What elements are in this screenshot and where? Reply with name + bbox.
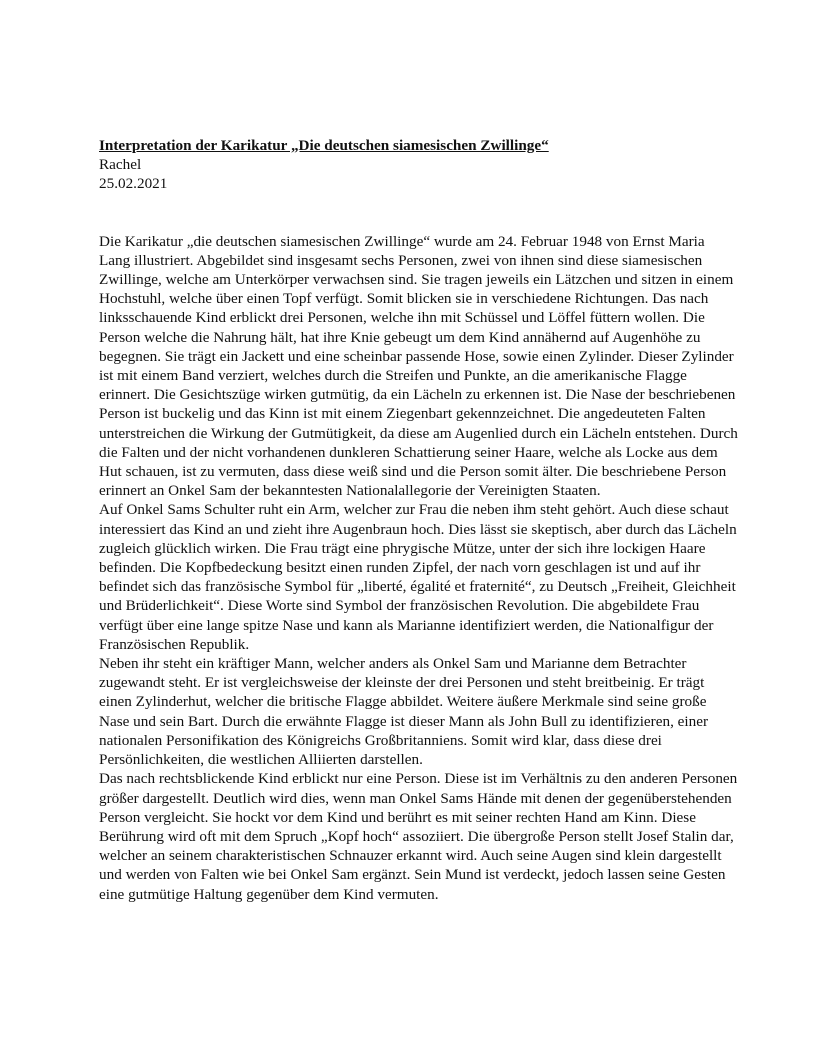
body-paragraph-2: Auf Onkel Sams Schulter ruht ein Arm, welcher zur Frau die neben ihm steht gehört. Auch diese schaut interessiert das Kind an und zieht ihre Augenbraun hoch. Dies lässt sie skeptisch, aber durch das Lächeln zugleich glücklich wirken. Die Frau trägt eine phrygische Mütze, unter der sich ihre lockigen Haare befinden. Die Kopfbedeckung besitzt einen runden Zipfel, der nach vorn geschlagen ist und auf ihr befindet sich das französische Symbol für „liberté, égalité et fraternité“, zu Deutsch „Freiheit, Gleichheit und Brüderlichkeit“. Diese Worte sind Symbol der französischen Revolution. Die abgebildete Frau verfügt über eine lange spitze Nase und kann als Marianne identifiziert werden, die Nationalfigur der Französischen Republik. [99,501,737,653]
document-title: Interpretation der Karikatur „Die deutschen siamesischen Zwillinge“ [99,137,549,154]
body-paragraph-4: Das nach rechtsblickende Kind erblickt nur eine Person. Diese ist im Verhältnis zu den anderen Personen größer dargestellt. Deutlich wird dies, wenn man Onkel Sams Hände mit denen der gegenüberstehenden Person vergleicht. Sie hockt vor dem Kind und berührt es mit seiner rechten Hand am Kinn. Diese Berührung wird oft mit dem Spruch „Kopf hoch“ assoziiert. Die übergroße Person stellt Josef Stalin dar, welcher an seinem charakteristischen Schnauzer erkannt wird. Auch seine Augen sind klein dargestellt und werden von Falten wie bei Onkel Sam ergänzt. Sein Mund ist verdeckt, jedoch lassen seine Gesten eine gutmütige Haltung gegenüber dem Kind vermuten. [99,770,738,903]
document-author: Rachel [99,156,142,174]
header-spacer [99,194,739,232]
document-page [99,136,739,904]
body-paragraph-1: Die Karikatur „die deutschen siamesischen Zwillinge“ wurde am 24. Februar 1948 von Ernst Maria Lang illustriert. Abgebildet sind insgesamt sechs Personen, zwei von ihnen sind diese siamesischen Zwillinge, welche am Unterkörper verwachsen sind. Sie tragen jeweils ein Lätzchen und sitzen in einem Hochstuhl, welche über einen Topf verfügt. Somit blicken sie in verschiedene Richtungen. Das nach linksschauende Kind erblickt drei Personen, welche ihn mit Schüssel und Löffel füttern wollen. Die Person welche die Nahrung hält, hat ihre Knie gebeugt um dem Kind annähernd auf Augenhöhe zu begegnen. Sie trägt ein Jackett und eine scheinbar passende Hose, sowie einen Zylinder. Dieser Zylinder ist mit einem Band verziert, welches durch die Streifen und Punkte, an die amerikanische Flagge erinnert. Die Gesichtszüge wirken gutmütig, da ein Lächeln zu erkennen ist. Die Nase der beschriebenen Person ist buckelig und das Kinn ist mit einem Ziegenbart gekennzeichnet. Die angedeuteten Falten unterstreichen die Wirkung der Gutmütigkeit, da diese am Augenlied durch ein Lächeln entstehen. Durch die Falten und der nicht vorhandenen dunkleren Schattierung seiner Haare, welche als Locke aus dem Hut schauen, ist zu vermuten, dass diese weiß sind und die Person somit älter. Die beschriebene Person erinnert an Onkel Sam der bekanntesten Nationalallegorie der Vereinigten Staaten. [99,232,738,500]
body-paragraph-3: Neben ihr steht ein kräftiger Mann, welcher anders als Onkel Sam und Marianne dem Betrachter zugewandt steht. Er ist vergleichsweise der kleinste der drei Personen und steht breitbeinig. Er trägt einen Zylinderhut, welcher die britische Flagge abbildet. Weitere äußere Merkmale sind seine große Nase und sein Bart. Durch die erwähnte Flagge ist dieser Mann als John Bull zu identifizieren, einer nationalen Personifikation des Königreichs Großbritanniens. Somit wird klar, dass diese drei Persönlichkeiten, die westlichen Alliierten darstellen. [99,655,709,769]
document-date: 25.02.2021 [99,175,168,193]
